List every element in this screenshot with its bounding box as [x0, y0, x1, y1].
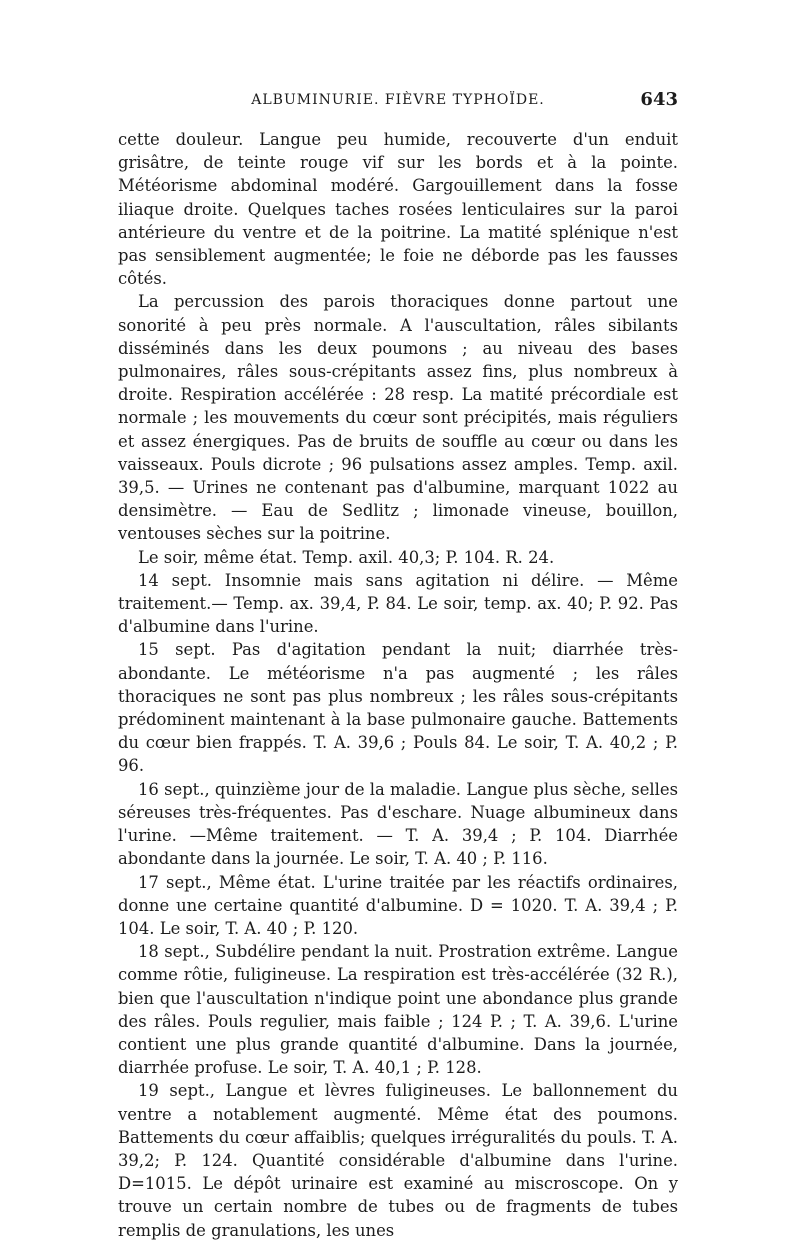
- paragraph: Le soir, même état. Temp. axil. 40,3; P. 104. R. 24.: [138, 547, 555, 567]
- paragraph: 14 sept. Insomnie mais sans agitation ni délire. — Même traitement.— Temp. ax. 39,4, P. 84. Le soir, temp. ax. 40; P. 92. Pas d'albumine dans l'urine.: [118, 570, 678, 637]
- paragraph: 19 sept., Langue et lèvres fuligineuses. Le ballonnement du ventre a notablement augmenté. Même état des poumons. Battements du cœur affaiblis; quelques irréguralités du pouls. T. A. 39,2; P. 124. Quantité considérable d'albumine dans l'urine. D=1015. Le dépôt urinaire est examiné au miscroscope. On y trouve un certain nombre de tubes ou de fragments de tubes remplis de granulations, les unes: [118, 1081, 678, 1240]
- paragraph: 18 sept., Subdélire pendant la nuit. Prostration extrême. Langue comme rôtie, fuligineuse. La respiration est très-accélérée (32 R.), bien que l'auscultation n'indique point une abondance plus grande des râles. Pouls regulier, mais faible ; 124 P. ; T. A. 39,6. L'urine contient une plus grande quantité d'albumine. Dans la journée, diarrhée profuse. Le soir, T. A. 40,1 ; P. 128.: [118, 942, 678, 1078]
- paragraph: cette douleur. Langue peu humide, recouverte d'un enduit grisâtre, de teinte rouge vif sur les bords et à la pointe. Météorisme abdominal modéré. Gargouillement dans la fosse iliaque droite. Quelques taches rosées lenticulaires sur la paroi antérieure du ventre et de la poitrine. La matité splénique n'est pas sensiblement augmentée; le foie ne déborde pas les fausses côtés.: [118, 130, 678, 289]
- paragraph: 15 sept. Pas d'agitation pendant la nuit; diarrhée très-abondante. Le météorisme n'a pas augmenté ; les râles thoraciques ne sont pas plus nombreux ; les râles sous-crépitants prédominent maintenant à la base pulmonaire gauche. Battements du cœur bien frappés. T. A. 39,6 ; Pouls 84. Le soir, T. A. 40,2 ; P. 96.: [118, 640, 678, 776]
- paragraph: La percussion des parois thoraciques donne partout une sonorité à peu près normale. A l'auscultation, râles sibilants disséminés dans les deux poumons ; au niveau des bases pulmonaires, râles sous-crépitants assez fins, plus nombreux à droite. Respiration accélérée : 28 resp. La matité précordiale est normale ; les mouvements du cœur sont précipités, mais réguliers et assez énergiques. Pas de bruits de souffle au cœur ou dans les vaisseaux. Pouls dicrote ; 96 pulsations assez amples. Temp. axil. 39,5. — Urines ne contenant pas d'albumine, marquant 1022 au densimètre. — Eau de Sedlitz ; limonade vineuse, bouillon, ventouses sèches sur la poitrine.: [118, 292, 678, 544]
- page-header: [118, 86, 678, 116]
- running-title: ALBUMINURIE. FIÈVRE TYPHOÏDE.: [251, 92, 545, 108]
- paragraph: 17 sept., Même état. L'urine traitée par les réactifs ordinaires, donne une certaine quantité d'albumine. D = 1020. T. A. 39,4 ; P. 104. Le soir, T. A. 40 ; P. 120.: [118, 872, 678, 938]
- paragraph: 16 sept., quinzième jour de la maladie. Langue plus sèche, selles séreuses très-fréquentes. Pas d'eschare. Nuage albumineux dans l'urine. —Même traitement. — T. A. 39,4 ; P. 104. Diarrhée abondante dans la journée. Le soir, T. A. 40 ; P. 116.: [118, 779, 678, 869]
- body-text: [118, 128, 678, 1242]
- page-number: 643: [640, 89, 678, 110]
